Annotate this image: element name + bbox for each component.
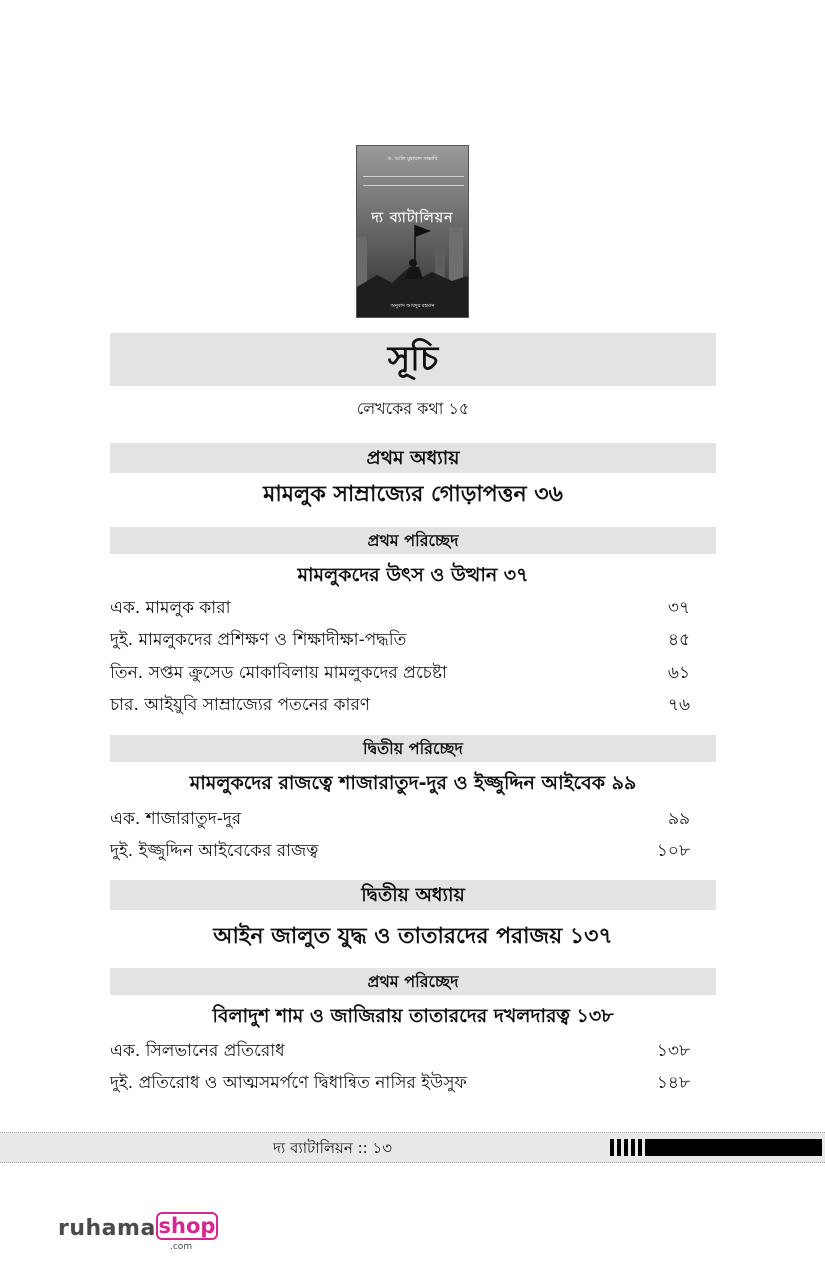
chapter-2-section-1-title: বিলাদুশ শাম ও জাজিরায় তাতারদের দখলদারত্ব ১৩৮ [212,1005,614,1027]
footer-decorative-bars [610,1139,822,1156]
toc-entry-label: এক. মামলুক কারা [110,598,231,618]
logo-brand-main: ruhama [58,1216,156,1241]
toc-entry [110,692,690,718]
chapter-1-section-1-title: মামলুকদের উৎস ও উত্থান ৩৭ [297,564,529,586]
cover-subtitle-rule [363,176,464,186]
cover-title: দ্য ব্যাটালিয়ন [371,210,454,226]
toc-entry-page: ৭৬ [667,695,690,715]
toc-entry-label: চার. আইয়ুবি সাম্রাজ্যের পতনের কারণ [110,695,371,715]
toc-entry [110,1038,690,1064]
chapter-2-label: দ্বিতীয় অধ্যায় [110,880,716,910]
toc-entry-page: ৩৭ [667,598,690,618]
toc-title: সূচি [110,333,716,386]
book-cover-image [356,145,469,318]
toc-entry [110,1070,690,1096]
toc-entry-label: দুই. প্রতিরোধ ও আত্মসমর্পণে দ্বিধান্বিত নাসির ইউসুফ [110,1073,467,1093]
toc-entry-page: ১৪৮ [656,1073,690,1093]
toc-entry-label: এক. সিলভানের প্রতিরোধ [110,1041,285,1061]
chapter-1-label: প্রথম অধ্যায় [110,443,716,473]
toc-entry-page: ৬১ [667,663,690,683]
chapter-2-title: আইন জালুত যুদ্ধ ও তাতারদের পরাজয় ১৩৭ [213,924,613,949]
toc-entry-label: এক. শাজারাতুদ-দুর [110,809,242,829]
intro-entry: লেখকের কথা ১৫ [356,399,470,418]
toc-entry-page: ৯৯ [667,809,690,829]
toc-entry [110,595,690,621]
cover-battle-illustration [357,217,469,317]
chapter-2-section-1-label: প্রথম পরিচ্ছেদ [110,968,716,995]
chapter-1-section-2-label: দ্বিতীয় পরিচ্ছেদ [110,735,716,762]
toc-entry-page: ৪৫ [667,630,690,650]
cover-translator: অনুবাদ আবদুর রহমান [390,303,435,309]
chapter-1-section-2-title: মামলুকদের রাজত্বে শাজারাতুদ-দুর ও ইজ্জুদ্দিন আইবেক ৯৯ [189,772,637,794]
toc-entry-page: ১৩৮ [656,1041,690,1061]
toc-entry-label: দুই. মামলুকদের প্রশিক্ষণ ও শিক্ষাদীক্ষা-পদ্ধতি [110,630,407,650]
toc-entry-page: ১০৮ [656,841,690,861]
logo-brand-accent: shop [156,1212,218,1240]
chapter-1-title: মামলুক সাম্রাজ্যের গোড়াপত্তন ৩৬ [263,482,563,507]
chapter-1-section-1-label: প্রথম পরিচ্ছেদ [110,527,716,554]
toc-entry [110,660,690,686]
toc-entry [110,806,690,832]
cover-author: ড. আলি মুহাম্মাদ সাল্লাবি [387,156,438,162]
toc-entry-label: তিন. সপ্তম ক্রুসেড মোকাবিলায় মামলুকদের প্রচেষ্টা [110,663,447,683]
toc-entry [110,627,690,653]
toc-entry [110,838,690,864]
logo-domain: .com [170,1242,193,1252]
page-footer-text: দ্য ব্যাটালিয়ন :: ১৩ [273,1139,392,1157]
toc-entry-label: দুই. ইজ্জুদ্দিন আইবেকের রাজত্ব [110,841,319,861]
